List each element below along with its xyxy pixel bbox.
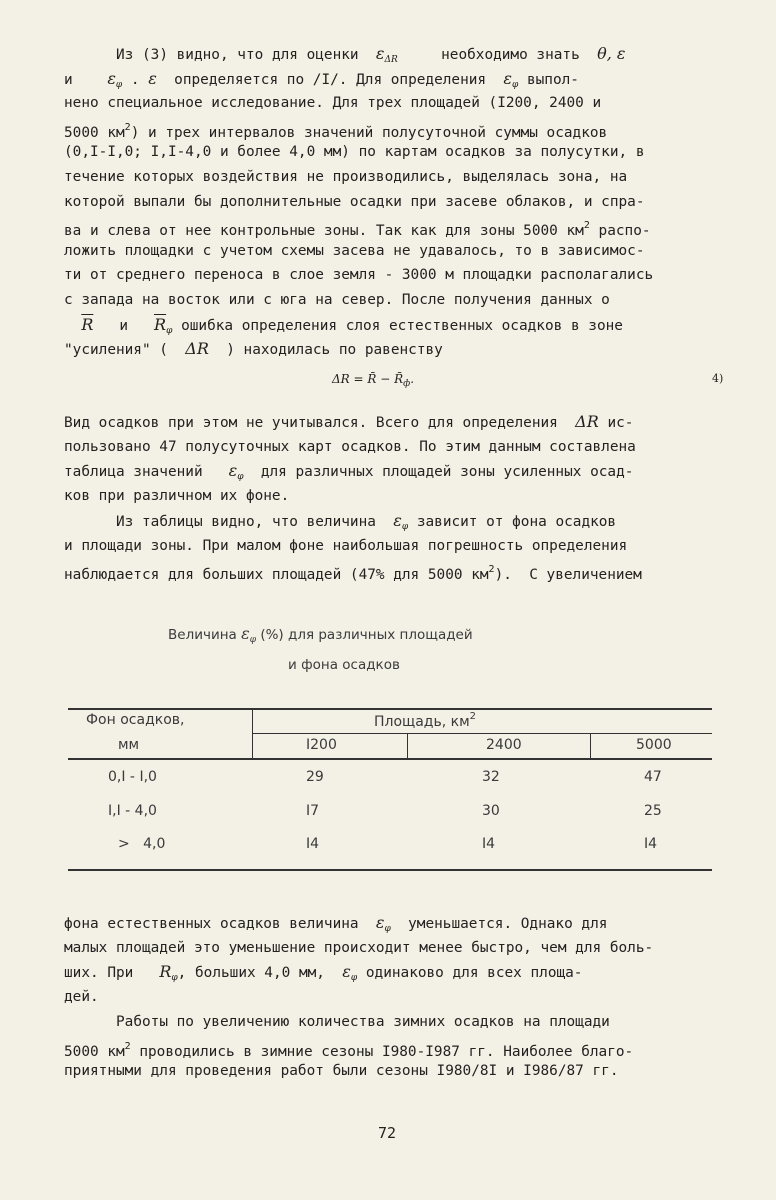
text-run: фона естественных осадков величина [64, 916, 359, 932]
text-line [64, 960, 740, 985]
table-cell: 32 [482, 769, 500, 785]
formula-body: ΔR = R̄ − R̄ [332, 372, 404, 386]
table-caption [168, 624, 473, 645]
symbol-epsilon: ε [503, 68, 512, 88]
table-header-background: Фон осадков, [86, 712, 185, 728]
text-line [64, 42, 740, 67]
table-cell: I4 [306, 836, 320, 852]
text-run: зависит от фона осадков [416, 514, 617, 530]
table-caption-line2: и фона осадков [288, 657, 400, 673]
superscript: 2 [583, 220, 590, 232]
table-rule-vertical [590, 733, 591, 758]
symbol-delta-r: ΔR [575, 412, 599, 431]
text-run: . [130, 71, 140, 88]
text-run: ошибка определения слоя естественных осадков в зоне [181, 317, 623, 334]
symbol-epsilon: ε [148, 68, 157, 88]
text-line: ложить площадки с учетом схемы засева не удавалось, то в зависимос- [64, 242, 645, 259]
table-rule-subheader [252, 733, 712, 734]
text-line: ков при различном их фоне. [64, 487, 290, 504]
table-cell: 47 [644, 769, 662, 785]
table-rule-top [68, 708, 712, 710]
table-cell: 29 [306, 769, 324, 785]
symbol-subscript: φ [512, 79, 519, 90]
table-rule-bottom [68, 869, 712, 871]
text-line: малых площадей это уменьшение происходит менее быстро, чем для боль- [64, 939, 654, 956]
text-line: дей. [64, 988, 99, 1005]
text-run: таблица значений [64, 464, 203, 481]
text-run: выпол- [526, 71, 579, 88]
superscript: 2 [469, 711, 477, 722]
text-run: "усиления" ( [64, 342, 168, 359]
symbol-r-bar: $\overline{R}$ [154, 314, 167, 334]
text-run: проводились в зимние сезоны I980-I987 гг. Наиболее благо- [130, 1043, 634, 1060]
text-run: , больших 4,0 мм, [177, 965, 325, 982]
text-run: ва и слева от нее контрольные зоны. Так как для зоны 5000 км [64, 223, 584, 239]
text-line [64, 67, 740, 92]
table-header-area [374, 711, 476, 730]
table-row-label: 0,I - I,0 [108, 769, 157, 785]
symbol-epsilon: ε [342, 962, 351, 982]
symbol-subscript: φ [171, 973, 178, 984]
caption-text: (%) для различных площадей [260, 627, 473, 643]
table-cell: I7 [306, 803, 320, 819]
text-line [64, 116, 740, 141]
text-line: Работы по увеличению количества зимних осадков на площади [116, 1014, 610, 1030]
superscript: 2 [124, 121, 131, 133]
text-run: одинаково для всех площа- [365, 965, 583, 982]
text-line: нено специальное исследование. Для трех площадей (I200, 2400 и [64, 95, 602, 112]
text-line [64, 911, 740, 936]
header-text: Площадь, км [374, 714, 470, 730]
paragraph-table-summary [64, 509, 740, 583]
text-run: и [64, 71, 73, 88]
table-area-col: I200 [306, 737, 337, 753]
text-run: ). С увеличением [494, 567, 642, 583]
symbol-epsilon: ε [107, 68, 116, 88]
paragraph-method [64, 42, 740, 362]
symbol-subscript: φ [249, 635, 257, 645]
symbol-theta-epsilon: θ, ε [597, 44, 626, 63]
text-run: Из (3) видно, что для оценки [116, 47, 359, 63]
table-area-col: 2400 [486, 737, 522, 753]
text-line [64, 337, 740, 362]
text-line: и площади зоны. При малом фоне наибольшая погрешность определения [64, 537, 628, 554]
text-run: 5000 км [64, 124, 125, 141]
text-run: ) и трех интервалов значений полусуточной суммы осадков [130, 124, 608, 141]
text-line: ти от среднего переноса в слое земля - 3000 м площадки располагались [64, 267, 654, 284]
text-line [64, 1035, 740, 1060]
text-line: течение которых воздействия не производились, выделялась зона, на [64, 168, 628, 185]
formula [332, 372, 414, 389]
table-rule-header [68, 758, 712, 760]
text-line: (0,I-I,0; I,I-4,0 и более 4,0 мм) по картам осадков за полусутки, в [64, 144, 645, 161]
text-run: наблюдается для больших площадей (47% для 5000 км [64, 567, 489, 583]
text-line [64, 558, 740, 583]
table-cell: 25 [644, 803, 662, 819]
symbol-epsilon: ε [241, 624, 250, 643]
text-run: ) находилась по равенству [226, 342, 443, 359]
symbol-epsilon: ε [393, 511, 402, 530]
text-line: приятными для проведения работ были сезоны I980/8I и I986/87 гг. [64, 1063, 619, 1080]
text-run: для различных площадей зоны усиленных осад- [260, 464, 634, 481]
text-line: пользовано 47 полусуточных карт осадков. По этим данным составлена [64, 438, 636, 455]
symbol-epsilon: ε [375, 913, 385, 932]
table-row-label: > 4,0 [118, 836, 166, 852]
symbol-subscript: ΔR [384, 55, 398, 65]
equation-number: 4) [712, 372, 724, 385]
text-line [64, 509, 740, 534]
text-run: Вид осадков при этом не учитывался. Всего для определения [64, 415, 558, 431]
symbol-r: R [159, 962, 172, 982]
table-rule-vertical [407, 733, 408, 758]
symbol-subscript: φ [237, 472, 244, 483]
table-row-label: I,I - 4,0 [108, 803, 157, 819]
text-line: которой выпали бы дополнительные осадки при засеве облаков, и спра- [64, 193, 645, 210]
text-line [64, 214, 740, 239]
text-run: 5000 км [64, 1043, 125, 1060]
table-header-unit: мм [118, 737, 140, 753]
text-line [64, 410, 740, 435]
symbol-subscript: φ [166, 325, 173, 336]
text-run: и [119, 317, 129, 334]
paragraph-data [64, 410, 740, 508]
symbol-subscript: φ [350, 973, 358, 984]
text-run: ших. При [64, 965, 134, 982]
symbol-r-bar: $\overline{R}$ [81, 314, 94, 334]
symbol-epsilon: ε [228, 461, 238, 481]
text-run: необходимо знать [441, 47, 580, 63]
table-cell: 30 [482, 803, 500, 819]
text-run: уменьшается. Однако для [408, 916, 608, 932]
text-run: Из таблицы видно, что величина [116, 514, 376, 530]
superscript: 2 [124, 1040, 131, 1052]
text-line [64, 313, 740, 338]
formula-subscript: ф [403, 379, 411, 389]
symbol-subscript: φ [401, 522, 409, 532]
paragraph-background [64, 911, 740, 1009]
paragraph-winter-works [64, 1010, 740, 1084]
table-cell: I4 [482, 836, 496, 852]
symbol-subscript: φ [115, 79, 123, 90]
text-run: распо- [589, 223, 651, 239]
superscript: 2 [488, 564, 495, 576]
symbol-epsilon: ε [375, 44, 385, 63]
table-area-col: 5000 [636, 737, 672, 753]
text-line: с запада на восток или с юга на север. После получения данных о [64, 291, 610, 308]
formula-end: . [410, 372, 415, 386]
text-line [64, 459, 740, 484]
page-number: 72 [378, 1124, 397, 1142]
symbol-subscript: φ [384, 924, 391, 934]
symbol-delta-r: ΔR [185, 339, 209, 359]
caption-text: Величина [168, 627, 237, 643]
text-run: ис- [607, 415, 634, 431]
table-cell: I4 [644, 836, 658, 852]
text-run: определяется по /I/. Для определения [174, 71, 487, 88]
